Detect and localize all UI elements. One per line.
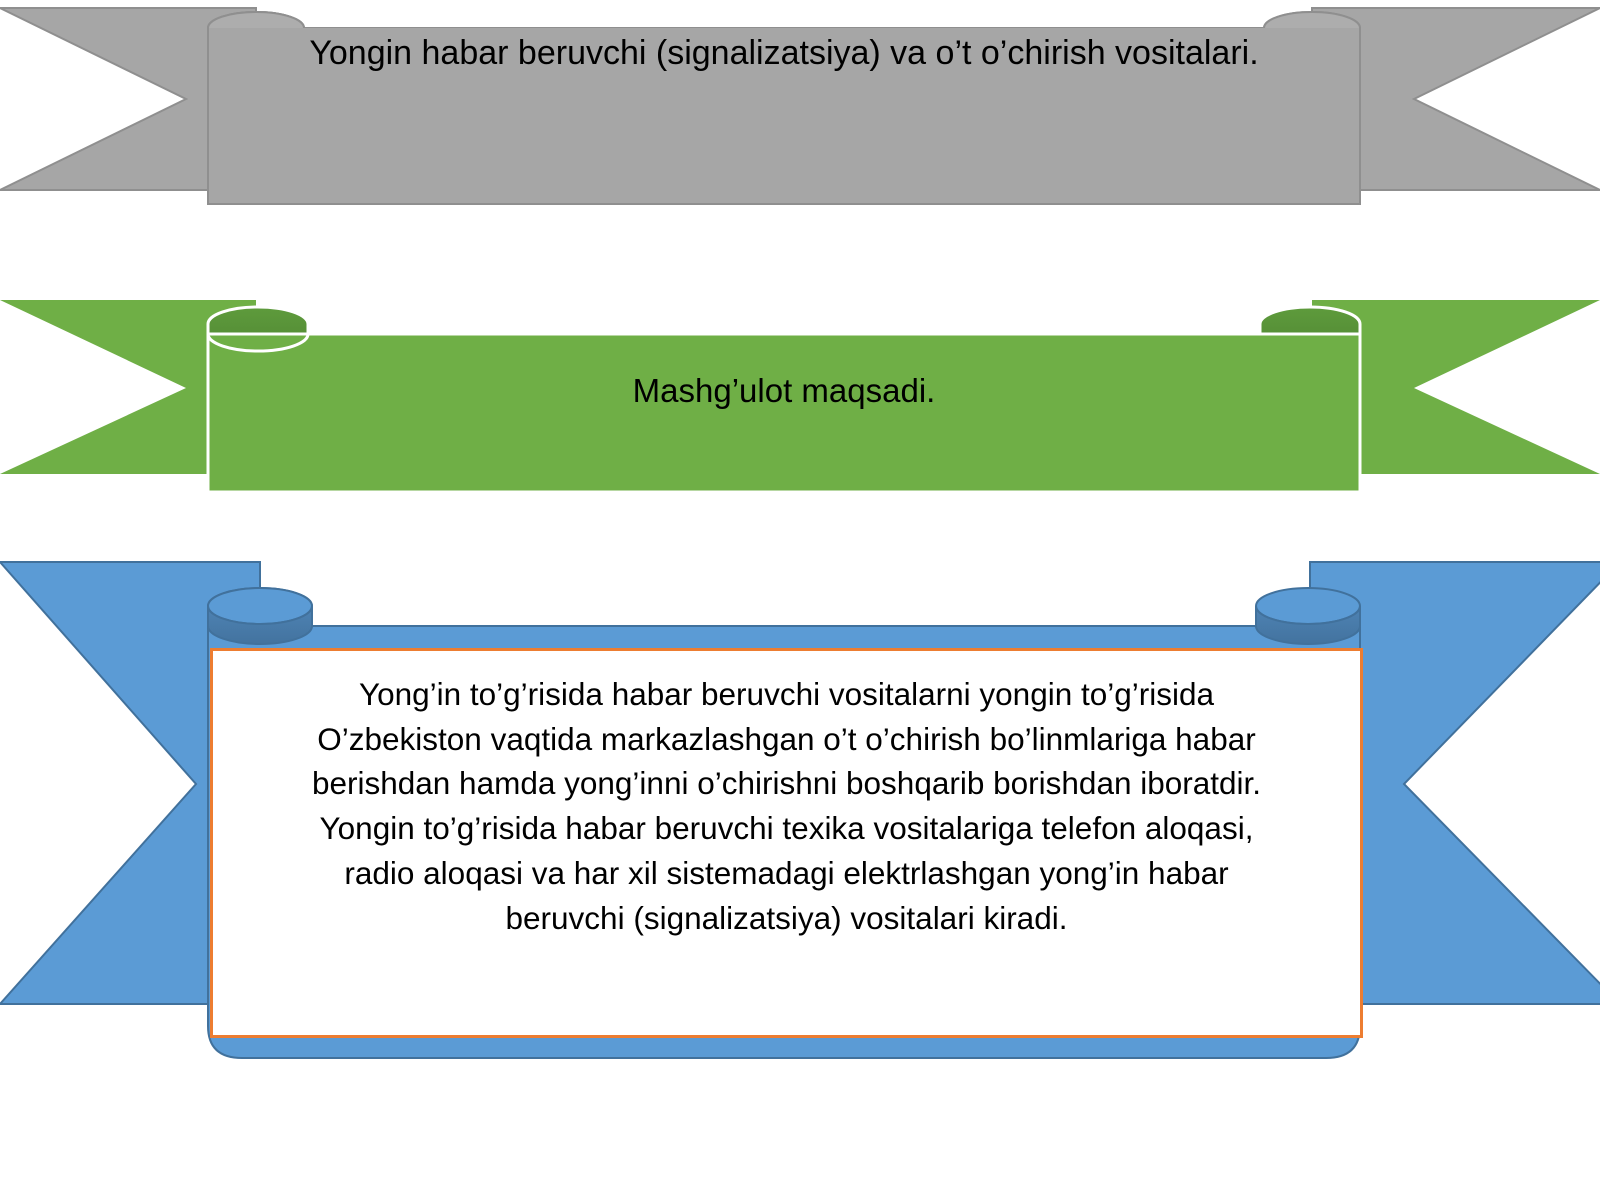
content-line: berishdan hamda yong’inni o’chirishni boshqarib borishdan iboratdir.: [311, 765, 1262, 802]
content-text-box: [210, 648, 1363, 1038]
content-paragraph: [237, 672, 1337, 940]
content-line: beruvchi (signalizatsiya) vositalari kiradi.: [505, 899, 1068, 936]
content-line: Yongin to’g’risida habar beruvchi texika vositalariga telefon aloqasi,: [319, 810, 1254, 847]
green-banner-title: Mashg’ulot maqsadi.: [632, 372, 936, 409]
content-line: Yong’in to’g’risida habar beruvchi vositalarni yongin to’g’risida: [358, 676, 1215, 712]
content-line: O’zbekiston vaqtida markazlashgan o’t o’chirish bo’linmlariga habar: [317, 720, 1256, 757]
green-center-panel: [208, 334, 1360, 492]
content-line: radio aloqasi va har xil sistemadagi elektrlashgan yong’in habar: [344, 854, 1229, 891]
gray-banner-title: Yongin habar beruvchi (signalizatsiya) va o’t o’chirish vositalari.: [309, 34, 1259, 72]
